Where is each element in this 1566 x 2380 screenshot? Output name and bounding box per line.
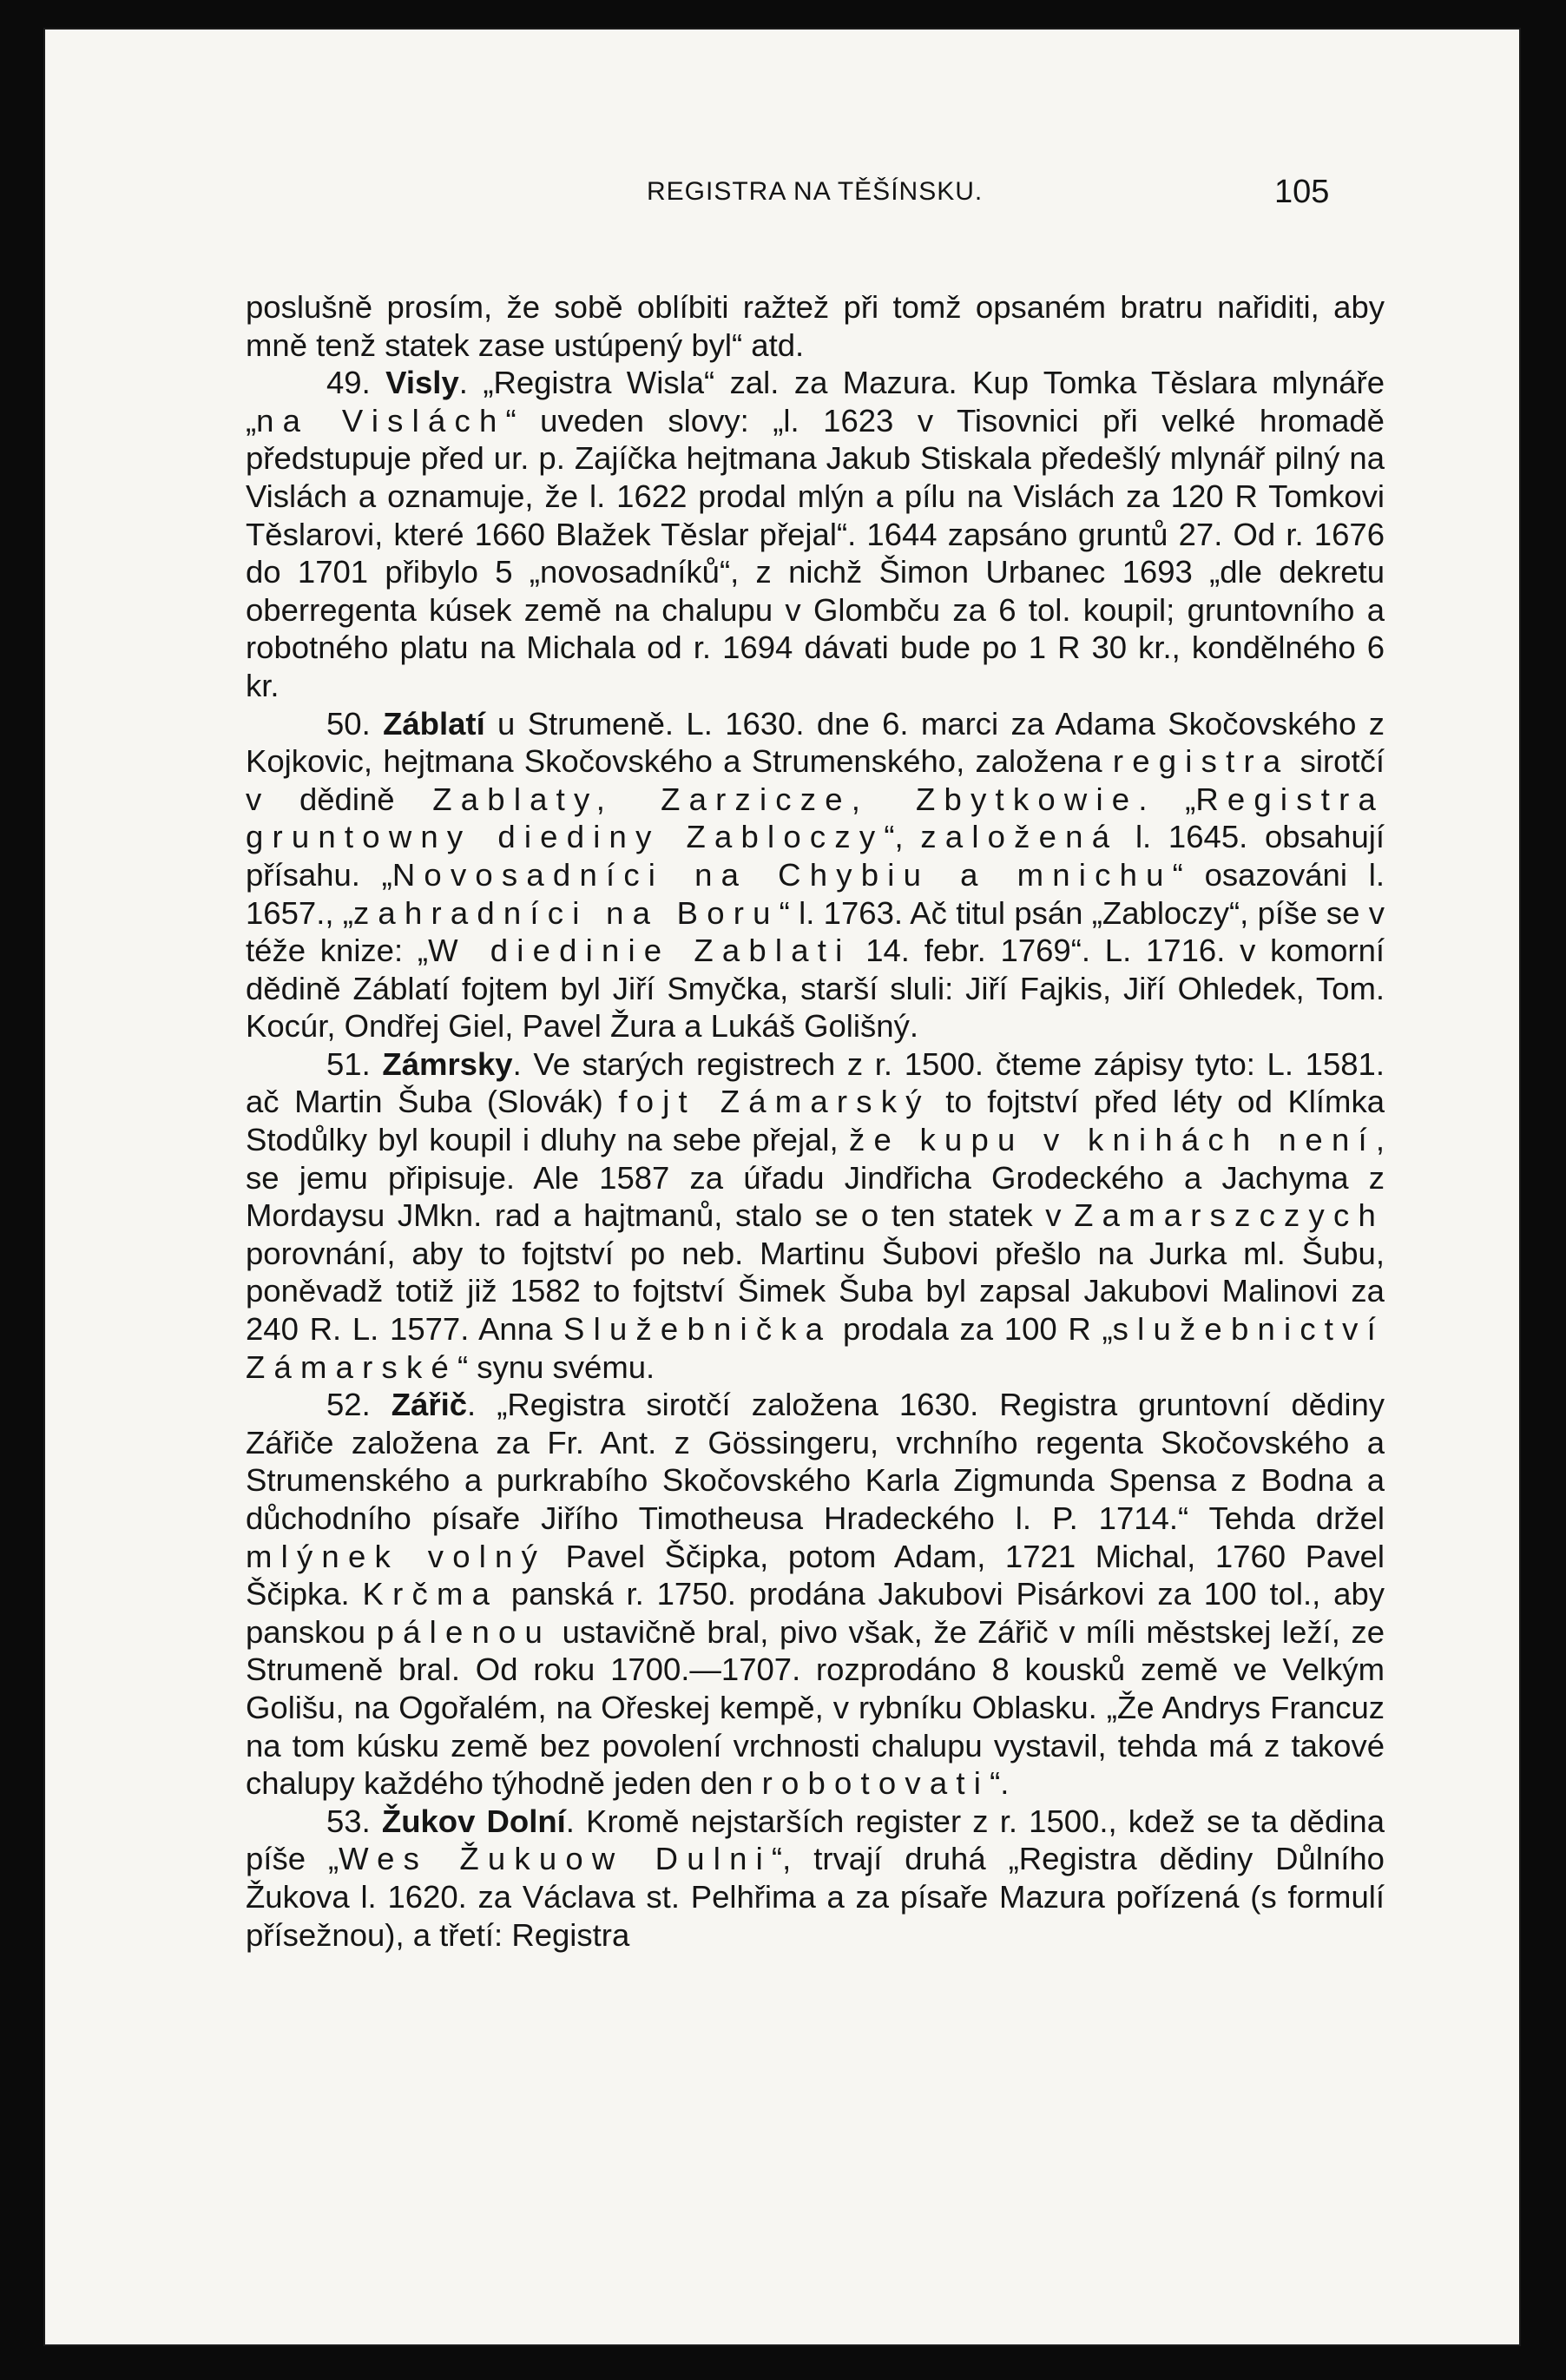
text-run: 51. <box>326 1045 383 1082</box>
text-run: . „Registra sirotčí založena 1630. Registra gruntovní dědiny Zářiče založena za Fr. Ant. z Gössingeru, vrchního regenta Skočovského a Strumenského a purkrabího Skočovského Karla Zigmunda Spensa z Bodna a důchodního písaře Jiřího Timotheusa Hradeckého l. P. 1714.“ Tehda držel <box>246 1387 1385 1536</box>
emphasized-text: mlýnek volný <box>246 1538 547 1574</box>
text-run: prodala za 100 R „ <box>832 1311 1113 1348</box>
emphasized-text: založená <box>920 819 1119 855</box>
body-text <box>246 288 1385 1954</box>
text-run: “, <box>884 819 921 855</box>
paragraph <box>246 1803 1385 1954</box>
emphasized-text: Krčma <box>362 1576 499 1612</box>
emphasized-text: že kupu v knihách není <box>848 1122 1376 1158</box>
text-run: porovnání, aby to fojtství po neb. Martinu Šubovi přešlo na Jurka ml. Šubu, poněvadž totiž již 1582 to fojtství Šimek Šuba byl zapsal Jakubovi Malinovi za 240 R. L. 1577. Anna <box>246 1235 1385 1348</box>
text-run: l. 1645. obsahují přísahu. „ <box>246 819 1385 893</box>
emphasized-text: fojt Zámarský <box>618 1084 931 1120</box>
text-run: u Strumeně. L. 1630. dne 6. marci za Adama Skočovského z Kojkovic, hejtmana Skočovského a Strumenského, založena <box>246 705 1385 780</box>
text-run: , se jemu připisuje. Ale 1587 za úřadu Jindřicha Grodeckého a Jachyma z Mordaysu JMkn. rad a hajtmanů, stalo se o ten statek v <box>246 1122 1385 1234</box>
entry-heading: Záblatí <box>383 705 485 742</box>
book-page <box>43 28 1521 2346</box>
text-run: 50. <box>326 705 384 742</box>
text-run: “ l. 1763. Ač titul psán „Zabloczy“, píše se v téže knize: „ <box>246 894 1385 969</box>
paragraph <box>246 1386 1385 1803</box>
text-run: “. <box>990 1765 1010 1802</box>
page-number: 105 <box>1274 174 1330 210</box>
text-run: . „Registra Wisla“ zal. za Mazura. Kup Tomka Těslara mlynáře „ <box>246 365 1385 438</box>
text-run: “ osazováni l. 1657., „ <box>246 856 1385 931</box>
text-run: Pavel Ščipka, potom Adam, 1721 Michal, 1760 Pavel Ščipka. <box>246 1538 1385 1612</box>
text-run: “, trvají druhá „Registra dědiny Důlního Žukova l. 1620. za Václava st. Pelhřima a za písaře Mazura pořízená (s formulí přísežnou), a třetí: Registra <box>246 1841 1385 1953</box>
text-run: 53. <box>326 1803 382 1839</box>
emphasized-text: pálenou <box>376 1613 552 1650</box>
emphasized-text: Wes Žukuow Dulni <box>339 1841 772 1877</box>
running-title: REGISTRA NA TĚŠÍNSKU. <box>647 177 984 206</box>
text-run: ustavičně bral, pivo však, že Zářič v míli městskej leží, ze Strumeně bral. Od roku 1700.—1707. rozprodáno 8 kousků země ve Velkým Golišu, na Ogořalém, na Ořeskej kempě, v rybníku Oblasku. „Že Andrys Francuz na tom kúsku země bez povolení vrchnosti chalupu vystavil, tehda má z takové chalupy každého týhodně jeden den <box>246 1613 1385 1802</box>
entry-heading: Žukov Dolní <box>381 1803 566 1839</box>
text-run: to fojtství před léty od Klímka Stodůlky byl koupil i dluhy na sebe přejal, <box>246 1084 1385 1158</box>
emphasized-text: Zablaty, Zarzicze, Zbytkowie <box>432 781 1139 817</box>
entry-heading: Visly <box>385 365 459 401</box>
emphasized-text: zahradníci na Boru <box>352 894 780 931</box>
emphasized-text: služebnictví Zámarské <box>246 1311 1385 1385</box>
text-run: . Ve starých registrech z r. 1500. čteme zápisy tyto: L. 1581. ač Martin Šuba (Slovák) <box>246 1045 1385 1120</box>
text-run: 14. febr. 1769“. L. 1716. v komorní dědině Záblatí fojtem byl Jiří Smyčka, starší sluli: Jiří Fajkis, Jiří Ohledek, Tom. Kocúr, Ondřej Giel, Pavel Žura a Lukáš Golišný. <box>246 933 1385 1045</box>
text-run: “ synu svému. <box>457 1348 655 1385</box>
emphasized-text: W diedinie Zablati <box>428 933 852 969</box>
emphasized-text: Služebnička <box>563 1311 832 1348</box>
emphasized-text: Registra gruntowny diediny Zabloczy <box>246 781 1385 855</box>
emphasized-text: Novosadníci na Chybiu a mnichu <box>392 856 1173 893</box>
text-run: “ uveden slovy: „l. 1623 v Tisovnici při velké hromadě předstupuje před ur. p. Zajíčka hejtmana Jakub Stiskala předešlý mlynář pilný na Vislách a oznamuje, že l. 1622 prodal mlýn a pílu na Vislách za 120 R Tomkovi Těslarovi, které 1660 Blažek Těslar přejal“. 1644 zapsáno gruntů 27. Od r. 1676 do 1701 přibylo 5 „novosadníků“, z nichž Šimon Urbanec 1693 „dle dekretu oberregenta kúsek země na chalupu v Glombču za 6 tol. koupil; gruntovního a robotného platu na Michala od r. 1694 dávati bude po 1 R 30 kr., kondělného 6 kr. <box>246 402 1385 703</box>
text-run: . Kromě nejstarších register z r. 1500., kdež se ta dědina píše „ <box>246 1803 1385 1877</box>
text-run: 52. <box>326 1387 392 1423</box>
entry-heading: Zářič <box>391 1387 468 1423</box>
text-run: 49. <box>326 365 386 401</box>
emphasized-text: Zamarszczych <box>1074 1197 1385 1234</box>
emphasized-text: robotovati <box>761 1765 990 1802</box>
emphasized-text: registra <box>1112 743 1290 780</box>
paragraph <box>246 1045 1385 1386</box>
text-run: poslušně prosím, že sobě oblíbiti ražtež při tomž opsaném bratru nařiditi, aby mně tenž statek zase ustúpený byl“ atd. <box>246 289 1385 363</box>
text-run: panská r. 1750. prodána Jakubovi Pisárkovi za 100 tol., aby panskou <box>246 1576 1385 1650</box>
emphasized-text: na Vislách <box>256 402 506 438</box>
entry-heading: Zámrsky <box>382 1045 513 1082</box>
text-run: sirotčí v dědině <box>246 743 1385 817</box>
paragraph <box>246 288 1385 364</box>
text-run: . „ <box>1138 781 1196 817</box>
paragraph <box>246 364 1385 704</box>
paragraph <box>246 705 1385 1045</box>
